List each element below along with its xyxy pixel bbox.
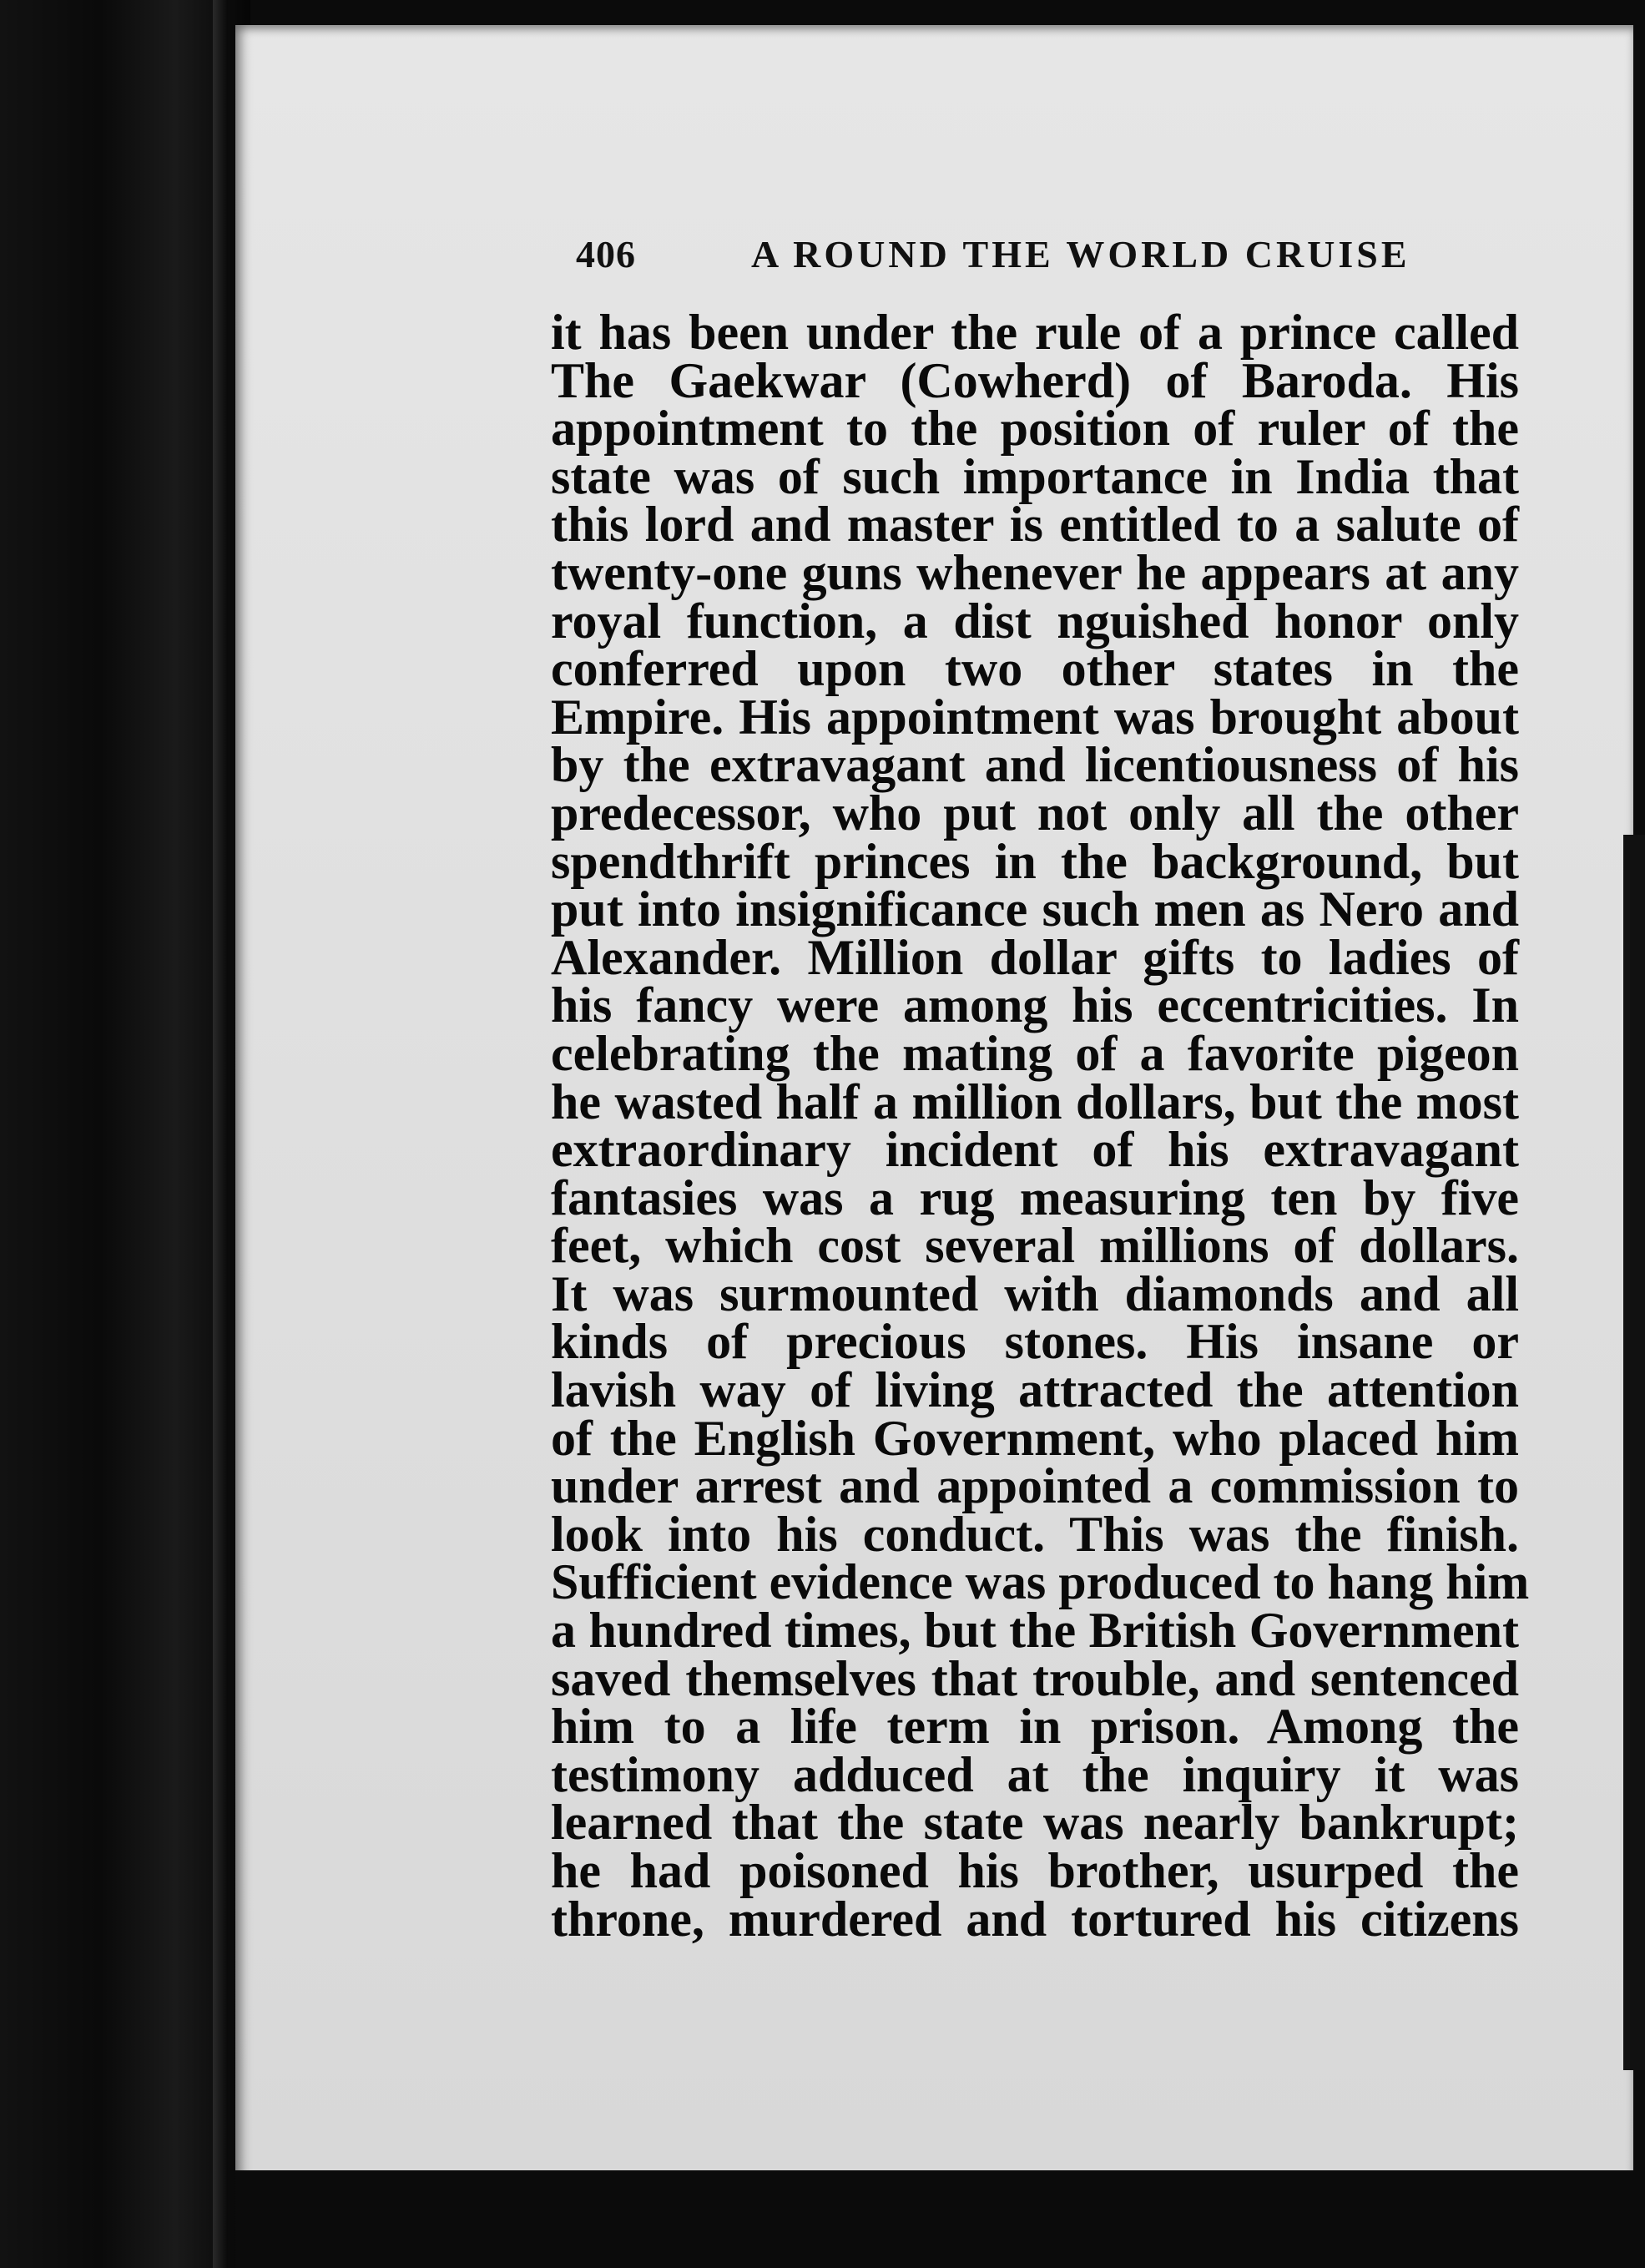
text-line: fantasies was a rug measuring ten by five — [551, 1169, 1519, 1225]
text-line: his fancy were among his eccentricities. In — [551, 977, 1519, 1033]
text-line: saved themselves that trouble, and sentenced — [551, 1650, 1519, 1706]
text-line: Sufficient evidence was produced to hang him — [551, 1554, 1530, 1610]
text-line: this lord and master is entitled to a salute of — [551, 497, 1519, 553]
text-line: predecessor, who put not only all the other — [551, 785, 1519, 841]
text-line: appointment to the position of ruler of the — [551, 401, 1519, 457]
text-line: kinds of precious stones. His insane or — [551, 1314, 1519, 1370]
text-line: of the English Government, who placed him — [551, 1410, 1519, 1466]
text-line: conferred upon two other states in the — [551, 641, 1519, 697]
text-line: testimony adduced at the inquiry it was — [551, 1746, 1519, 1802]
text-line: throne, murdered and tortured his citizens — [551, 1891, 1519, 1947]
text-line: a hundred times, but the British Government — [551, 1603, 1519, 1659]
text-line: him to a life term in prison. Among the — [551, 1699, 1519, 1755]
right-page-edge — [1623, 835, 1645, 2070]
page-header — [576, 224, 1536, 299]
text-line: put into insignificance such men as Nero and — [551, 881, 1519, 937]
bottom-margin-shadow — [235, 2170, 1645, 2268]
book-spine-shadow — [0, 0, 250, 2268]
text-line: It was surmounted with diamonds and all — [551, 1265, 1519, 1321]
text-line: lavish way of living attracted the attention — [551, 1362, 1519, 1418]
text-line: celebrating the mating of a favorite pigeon — [551, 1025, 1519, 1081]
text-line: state was of such importance in India that — [551, 448, 1519, 504]
text-line: he had poisoned his brother, usurped the — [551, 1843, 1519, 1898]
text-line: Empire. His appointment was brought about — [551, 689, 1519, 745]
running-title: A ROUND THE WORLD CRUISE — [751, 233, 1410, 275]
text-line: it has been under the rule of a prince called — [551, 305, 1519, 360]
text-line: royal function, a dist nguished honor only — [551, 593, 1519, 649]
text-line: feet, which cost several millions of dollars. — [551, 1218, 1519, 1274]
text-line: Alexander. Million dollar gifts to ladies of — [551, 929, 1519, 985]
body-text — [551, 305, 1530, 1947]
text-line: twenty-one guns whenever he appears at any — [551, 544, 1519, 600]
text-line: learned that the state was nearly bankrupt; — [551, 1795, 1519, 1851]
text-line: The Gaekwar (Cowherd) of Baroda. His — [551, 352, 1519, 408]
text-line: look into his conduct. This was the finish. — [551, 1506, 1519, 1562]
text-line: under arrest and appointed a commission to — [551, 1458, 1519, 1514]
text-line: extraordinary incident of his extravagant — [551, 1122, 1519, 1178]
page-number: 406 — [576, 233, 636, 275]
text-line: he wasted half a million dollars, but the most — [551, 1073, 1519, 1129]
text-line: by the extravagant and licentiousness of his — [551, 737, 1519, 793]
text-line: spendthrift princes in the background, but — [551, 833, 1519, 889]
